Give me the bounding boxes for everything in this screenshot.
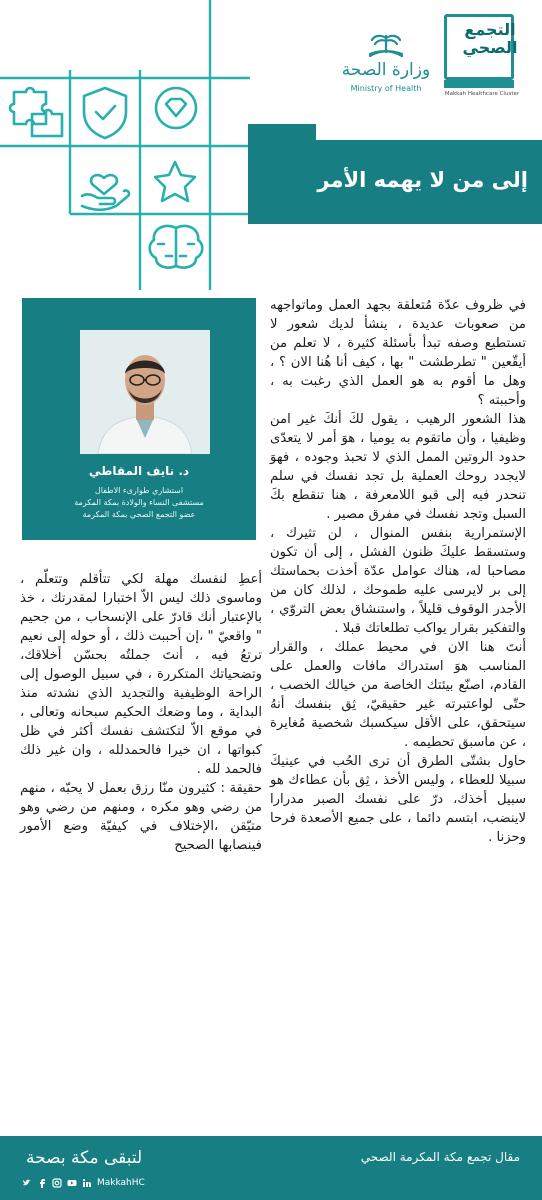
- facebook-icon[interactable]: [37, 1178, 47, 1188]
- logo-bar: [444, 80, 514, 88]
- article-paragraph: أعطِ لنفسك مهلة لكي تتأقلم وتتعلّم ، وماسوى ذلك ليس الاّ اختبارا لمقدرتك ، خذ بالإعتبار أنك قادرّ على الإنسحاب ، من جحيم " واقعيّ " ،إن أحببت ذلك ، أو حوله إلى نعيم ترتعُ فيه ، أنتَ جملتُه بحسّن أخلاقك، وتضحياتك المتكررة ، في سبيل الوصول إلى الراحة الوظيفية والتجديد الذي نشدته منذ البداية ، وما وضعك الحكيم سبحانه وتعالى ، في موقع الاّ لتكتشف نفسك أكثر في ظل كبواتها ، ان خيرا فالحمدلله ، وان غير ذلك فالحمد لله .: [20, 572, 262, 777]
- title-band: [248, 140, 542, 224]
- makkah-health-cluster-logo: [436, 14, 536, 104]
- linkedin-icon[interactable]: [82, 1178, 92, 1188]
- decorative-icon-grid: [0, 0, 250, 290]
- social-handle[interactable]: MakkahHC: [97, 1178, 145, 1188]
- footer-series-label: مقال تجمع مكة المكرمة الصحي: [360, 1150, 520, 1164]
- logo-box: [444, 14, 518, 80]
- article-title: إلى من لا يهمه الأمر: [317, 168, 528, 192]
- author-role: استشاري طوارىء الاطفال: [94, 486, 184, 495]
- footer-slogan: لتبقى مكة بصحة: [26, 1148, 143, 1168]
- logo-moh-title: وزارة الصحة: [341, 60, 431, 80]
- shield-check-icon: [84, 88, 126, 138]
- ministry-of-health-logo: [340, 30, 432, 100]
- puzzle-icon: [10, 88, 62, 136]
- diamond-icon: [156, 88, 196, 128]
- article-paragraph: حقيقة : كثيرون منّا رزق بعمل لا يحبّه ، منهم من رضي وهو مكره ، ومنهم من رضي وهو متيّقن ،الإختلاف في كيفيّة وضع الأمور فينصابها الصحيح: [20, 781, 262, 853]
- logo-cluster-english: Makkah Healthcare Cluster: [444, 91, 520, 97]
- footer-bar: [0, 1136, 542, 1200]
- article-paragraph: أنتَ هنا الان في محيط عملك ، والقرار المناسب هوَ استدراك مافات والعمل على القادم، اصنّع بيئتك الخاصة من خيالك الخصب ، حتّى لواعتبرته غير حقيقيّ، ثِق بنفسك أنهُ سيتحقق، على الأقل سيكسبك شخصية مُغايرة ، عن ماسبق تحطيمه .: [270, 640, 526, 750]
- instagram-icon[interactable]: [52, 1178, 62, 1188]
- article-paragraph: الإستمرارية بنفس المنوال ، لن تثيرك ، وستسقط عليكَ ظنون الفشل ، إلى أن تكون مصاحبا له، هناك عوامل عدّة أخذت بحماستك إلى بر لايرسى عليه طموحك ، لذلك كان من الأجدر الوقوف قليلاً ، واستنشاق بعض التروّي ، والتفكير بقرار يواكب تطلعاتك قبلا .: [270, 526, 526, 636]
- brain-icon: [150, 226, 203, 268]
- author-membership: عضو التجمع الصحي بمكة المكرمة: [82, 510, 196, 519]
- youtube-icon[interactable]: [67, 1178, 77, 1188]
- star-icon: [155, 162, 195, 201]
- article-left-column: [20, 570, 262, 855]
- article-paragraph: هذا الشعور الرهيب ، يقول لكَ أنكَ غير امن وظيفيا ، وأن ماتقوم به يوميا ، هوَ أمر لا يتعدّى حدود الروتين الممل الذي لا تحبذ وجوده ، فهوَ لايجدد روحك العملية بل تجد نفسك في سلم تنحدر فيه إلى قبو اللامعرفة ، هنا تنقطع بكَ السبل وتجد نفسك في مفرق مصير .: [270, 412, 526, 522]
- author-hospital: مستشفى النساء والولادة بمكة المكرمة: [74, 498, 204, 507]
- article-paragraph: حاول بشتّى الطرق أن ترى الحُب في عينيكَ سبيلا للعطاء ، وليس الأخذ ، ثِق بأن عطاءك هو سبيل أخذك، درّ على نفسك الصبر مدرارا لاينضب، ابتسم دائما ، على جميع الأصعدة فرحا وحزنا .: [270, 754, 526, 845]
- logo-moh-english: Ministry of Health: [350, 84, 422, 93]
- article-right-column: [270, 296, 526, 847]
- social-links: [22, 1178, 145, 1188]
- author-photo: [80, 330, 210, 454]
- author-portrait-icon: [80, 330, 210, 454]
- author-name: د. نايف المقاطي: [88, 464, 190, 478]
- palm-swords-emblem-icon: [340, 30, 432, 60]
- author-card: [22, 298, 256, 540]
- heart-hand-icon: [82, 175, 129, 210]
- article-paragraph: في ظروف عدّة مُتعلقة بجهد العمل وماتواجهه من صعوبات عديدة ، ينشأ لديك شعور لا تستطيع وصفه تبدأ بأسئلة كثيرة ، لا تعلم من أيقّعين " تطرطشت " بها ، كيف أنا هُنا الان ؟ ، وهل ما أقوم به هو العمل الذي رغبت به ، وأحببته ؟: [270, 298, 526, 408]
- twitter-icon[interactable]: [22, 1178, 32, 1188]
- logo-cluster-title: التجمع الصحي: [462, 20, 518, 57]
